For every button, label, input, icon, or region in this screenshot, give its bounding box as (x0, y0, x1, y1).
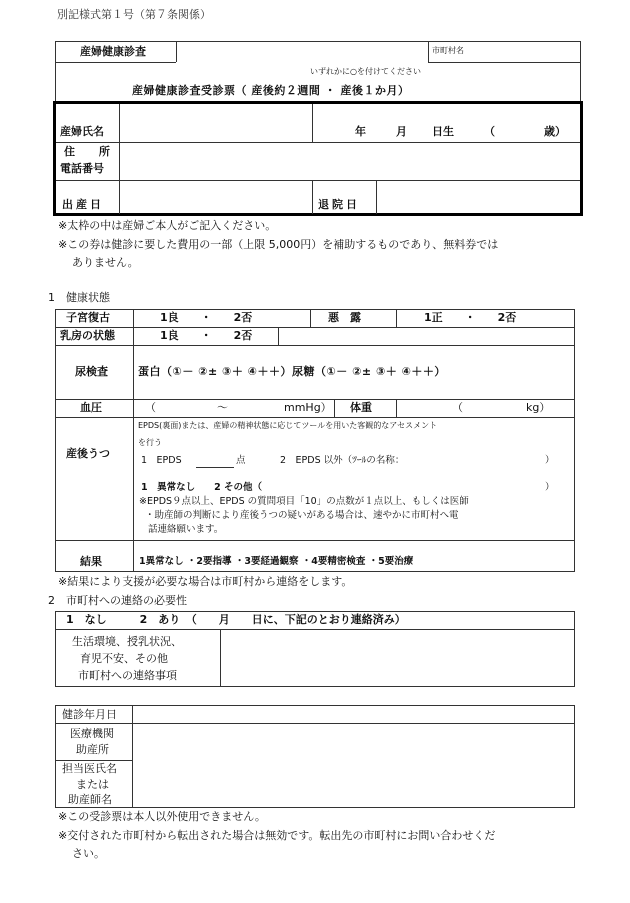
exam-date-label: 健診年月日 (62, 708, 117, 721)
ppd-desc-1: EPDS(裏面)または、産婦の精神状態に応じてツールを用いた客観的なアセスメント (138, 421, 438, 430)
ppd-epds: 1 EPDS (141, 455, 182, 466)
note-subsidy-cont: ありません。 (72, 256, 139, 269)
weight-label: 体重 (350, 401, 372, 414)
age-open: （ (484, 125, 495, 138)
ppd-result-close: ） (545, 482, 555, 493)
urine-options: 蛋白（①－ ②± ③＋ ④＋＋）尿糖（①－ ②± ③＋ ④＋＋） (138, 365, 446, 378)
delivery-date-label: 出産日 (62, 198, 104, 211)
discharge-date-label: 退院日 (318, 198, 360, 211)
institution-label-2: 助産所 (76, 743, 109, 756)
note-relocation: ※交付された市町村から転出された場合は無効です。転出先の市町村にお問い合わせくだ (58, 829, 496, 842)
ppd-epds-point: 点 (236, 455, 246, 466)
uterus-options: 1良 ・ 2否 (160, 311, 253, 324)
phone-label: 電話番号 (60, 162, 104, 175)
note-result-support: ※結果により支援が必要な場合は市町村から連絡をします。 (58, 575, 353, 588)
note-subsidy: ※この券は健診に要した費用の一部（上限 5,000円）を補助するものであり、無料券では (58, 238, 499, 251)
ppd-epds-close: ） (545, 455, 555, 466)
contact-options: 1 なし 2 あり （ 月 日に、下記のとおり連絡済み） (66, 613, 406, 626)
main-title: 産婦健康診査受診票（ 産後約２週間 ・ 産後１か月） (132, 84, 410, 97)
birth-year-label: 年 (355, 125, 366, 138)
clinic-table (55, 705, 575, 808)
address-label: 住 所 (64, 145, 120, 158)
result-label: 結果 (80, 555, 102, 568)
city-label: 市町村名 (432, 46, 464, 55)
contact-label-2: 育児不安、その他 (80, 652, 168, 665)
section1-heading: 1 健康状態 (48, 291, 110, 304)
birth-day-label: 日生 (432, 125, 454, 138)
ppd-label: 産後うつ (66, 447, 110, 460)
doctor-label-3: 助産師名 (68, 793, 112, 806)
ppd-desc-2: を行う (138, 438, 162, 447)
age-close: 歳） (544, 125, 566, 138)
bp-open: （ (145, 401, 156, 414)
circle-instruction: いずれかに○を付けてください (310, 67, 421, 76)
ppd-note-3: 話連絡願います。 (148, 524, 224, 535)
lochia-label: 悪 露 (328, 311, 361, 324)
breast-label: 乳房の状態 (60, 329, 115, 342)
uterus-label: 子宮復古 (66, 311, 110, 324)
note-relocation-cont: さい。 (72, 847, 105, 860)
result-options: 1異常なし ・2要指導 ・3要経過観察 ・4要精密検査 ・5要治療 (139, 556, 414, 567)
lochia-options: 1正 ・ 2否 (424, 311, 517, 324)
contact-label-3: 市町村への連絡事項 (78, 669, 177, 682)
ppd-epds-other: 2 EPDS 以外（ﾂｰﾙの名称： (280, 455, 405, 466)
ppd-note-2: ・助産師の判断により産後うつの疑いがある場合は、速やかに市町村へ電 (145, 510, 459, 521)
bp-tilde: ～ (217, 401, 228, 414)
weight-unit: kg） (526, 401, 551, 414)
doctor-label-2: または (76, 778, 109, 791)
institution-label-1: 医療機関 (70, 727, 114, 740)
ppd-note-1: ※EPDS９点以上、EPDS の質問項目「10」の点数が１点以上、もしくは医師 (139, 496, 469, 507)
name-label: 産婦氏名 (60, 125, 104, 138)
doctor-label-1: 担当医氏名 (62, 762, 117, 775)
epds-score-line (196, 467, 234, 468)
weight-open: （ (452, 401, 463, 414)
note-personal-use: ※この受診票は本人以外使用できません。 (58, 810, 266, 823)
section2-heading: 2 市町村への連絡の必要性 (48, 594, 187, 607)
bp-unit: mmHg） (284, 401, 332, 414)
breast-options: 1良 ・ 2否 (160, 329, 253, 342)
ppd-result: 1 異常なし 2 その他（ (141, 482, 263, 493)
bp-label: 血圧 (80, 401, 102, 414)
note-thick-frame: ※太枠の中は産婦ご本人がご記入ください。 (58, 219, 277, 232)
form-reference: 別記様式第１号（第７条関係） (57, 8, 211, 21)
contact-label-1: 生活環境、授乳状況、 (72, 635, 182, 648)
urine-label: 尿検査 (75, 365, 108, 378)
exam-title-cell: 産婦健康診査 (80, 45, 146, 58)
birth-month-label: 月 (396, 125, 407, 138)
